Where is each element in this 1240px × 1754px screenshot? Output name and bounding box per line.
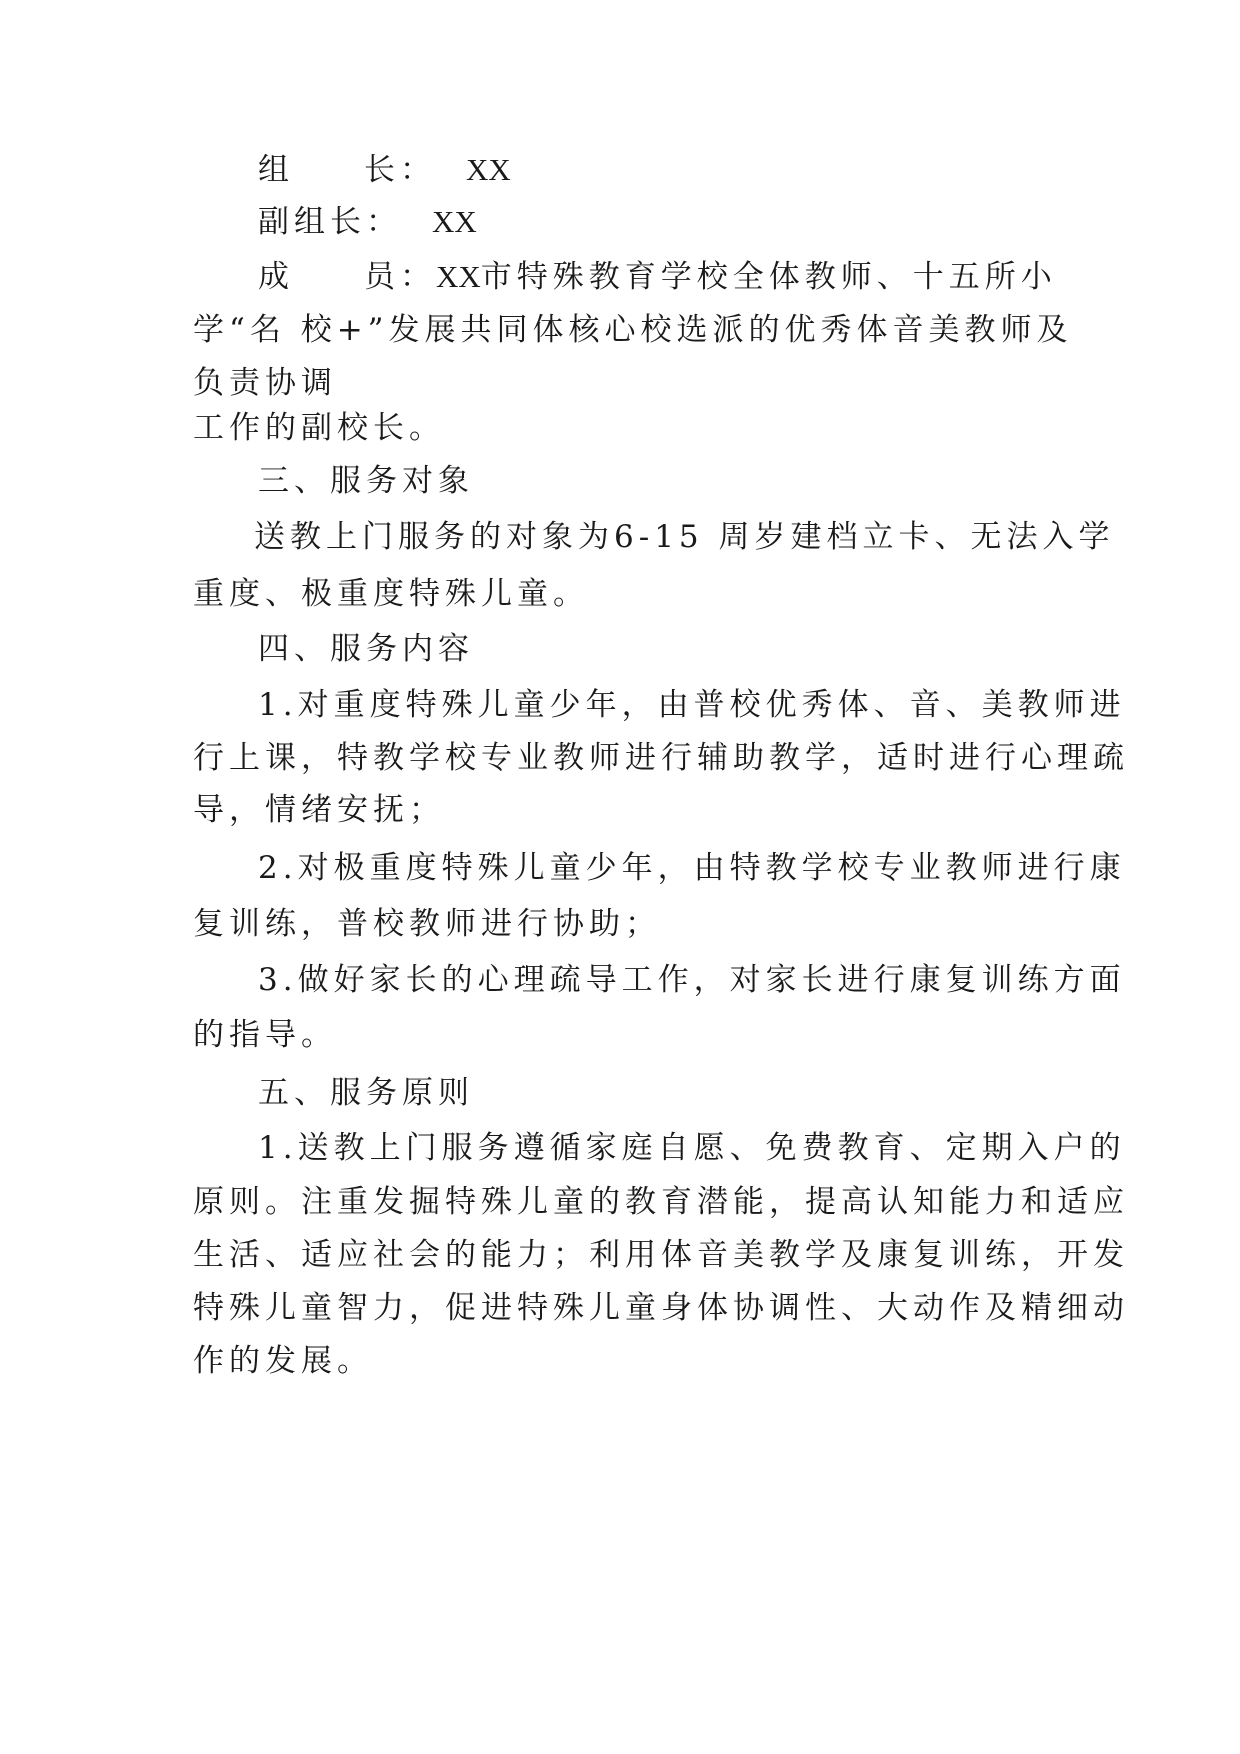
deputy-line bbox=[258, 202, 477, 242]
section5-item1-line-3: 生活、适应社会的能力；利用体音美教学及康复训练，开发 bbox=[193, 1237, 1129, 1273]
leader-line bbox=[258, 150, 511, 190]
section5-item1-line-5: 作的发展。 bbox=[193, 1343, 373, 1379]
members-label-a: 成 bbox=[258, 259, 294, 295]
leader-value: XX bbox=[466, 152, 511, 187]
section5-item1-line-2: 原则。注重发掘特殊儿童的教育潜能，提高认知能力和适应 bbox=[193, 1184, 1129, 1220]
members-label-b: 员： bbox=[364, 259, 436, 295]
section4-item2-line-1: 2.对极重度特殊儿童少年，由特教学校专业教师进行康 bbox=[258, 850, 1126, 886]
members-line-2: 学“名 校+”发展共同体核心校选派的优秀体音美教师及 bbox=[193, 312, 1073, 348]
members-line-1 bbox=[258, 257, 1057, 297]
section3-heading: 三、服务对象 bbox=[258, 463, 474, 499]
section5-item1-line-4: 特殊儿童智力，促进特殊儿童身体协调性、大动作及精细动 bbox=[193, 1290, 1129, 1326]
deputy-value: XX bbox=[432, 204, 477, 239]
members-line1-rest: 市特殊教育学校全体教师、十五所小 bbox=[480, 259, 1057, 295]
section4-item1-line-2: 行上课，特教学校专业教师进行辅助教学，适时进行心理疏 bbox=[193, 740, 1129, 776]
section4-item3-line-2: 的指导。 bbox=[193, 1017, 337, 1053]
leader-label-b: 长： bbox=[364, 152, 436, 188]
members-line-3: 负责协调 bbox=[193, 365, 337, 401]
section3-line-1: 送教上门服务的对象为6-15 周岁建档立卡、无法入学 bbox=[254, 519, 1115, 555]
section4-item2-line-2: 复训练，普校教师进行协助； bbox=[193, 906, 661, 942]
section5-item1-line-1: 1.送教上门服务遵循家庭自愿、免费教育、定期入户的 bbox=[258, 1130, 1126, 1166]
section3-line-2: 重度、极重度特殊儿童。 bbox=[193, 576, 589, 612]
section4-item3-line-1: 3.做好家长的心理疏导工作，对家长进行康复训练方面 bbox=[258, 962, 1126, 998]
members-line-4: 工作的副校长。 bbox=[193, 410, 445, 446]
section4-heading: 四、服务内容 bbox=[258, 631, 474, 667]
section4-item1-line-3: 导，情绪安抚； bbox=[193, 792, 445, 828]
deputy-label: 副组长： bbox=[258, 204, 402, 240]
members-value-prefix: XX bbox=[436, 259, 481, 294]
section4-item1-line-1: 1.对重度特殊儿童少年，由普校优秀体、音、美教师进 bbox=[258, 687, 1126, 723]
section5-heading: 五、服务原则 bbox=[258, 1075, 474, 1111]
leader-label-a: 组 bbox=[258, 152, 294, 188]
